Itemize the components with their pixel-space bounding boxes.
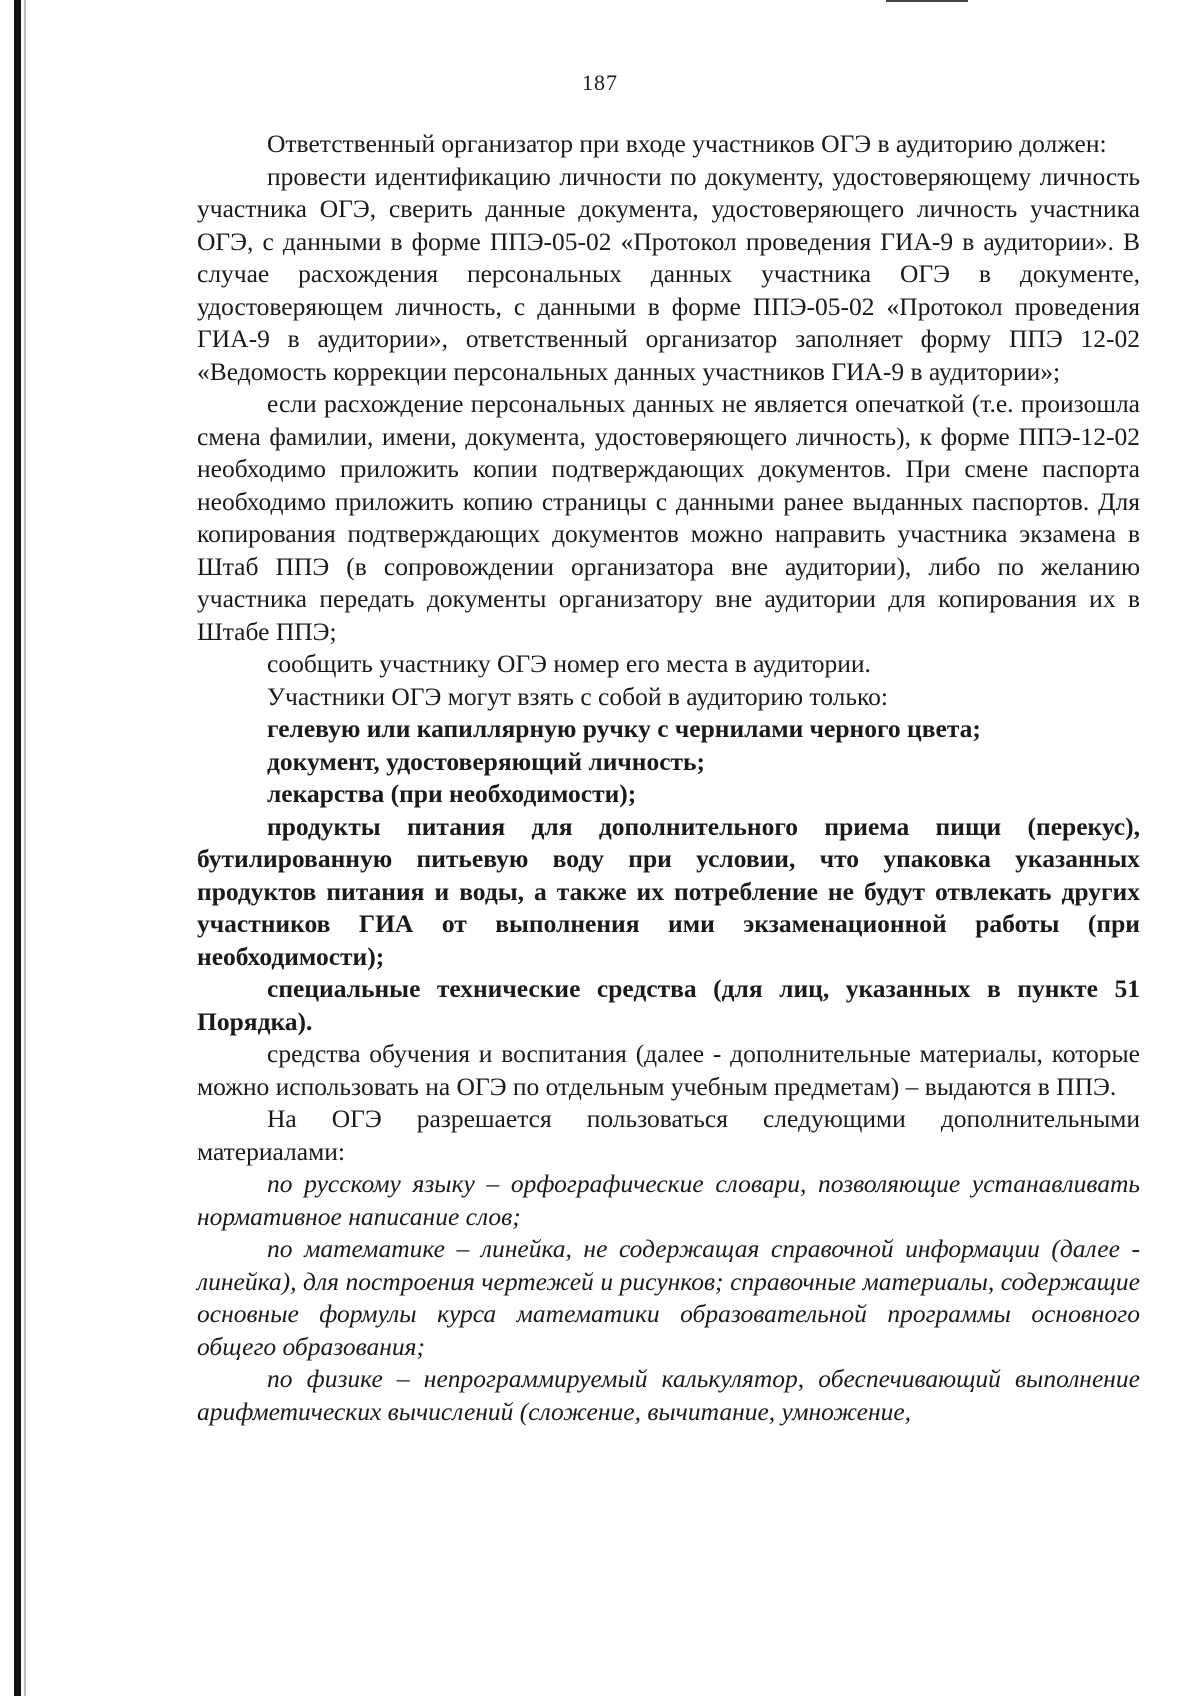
- document-body: [197, 128, 1140, 1428]
- list-item-special-devices: специальные технические средства (для лиц, указанных в пункте 51 Порядка).: [197, 974, 1140, 1036]
- list-item-russian-language: по русскому языку – орфографические словари, позволяющие устанавливать нормативное написание слов;: [197, 1169, 1140, 1231]
- page-number: 187: [582, 70, 618, 95]
- list-item-physics: по физике – непрограммируемый калькулятор, обеспечивающий выполнение арифметических вычислений (сложение, вычитание, умножение,: [197, 1364, 1140, 1426]
- paragraph-seat-number: сообщить участнику ОГЭ номер его места в аудитории.: [267, 649, 871, 678]
- paragraph-identification: провести идентификацию личности по документу, удостоверяющему личность участника ОГЭ, сверить данные документа, удостоверяющего личность участника ОГЭ, с данными в форме ППЭ-05-02 «Протокол проведения ГИА-9 в аудитории». В случае расхождения персональных данных участника ОГЭ в документе, удостоверяющем личность, с данными в форме ППЭ-05-02 «Протокол проведения ГИА-9 в аудитории», ответственный организатор заполняет форму ППЭ 12-02 «Ведомость коррекции персональных данных участников ГИА-9 в аудитории»;: [197, 161, 1140, 386]
- list-item-id-document: документ, удостоверяющий личность;: [267, 746, 706, 776]
- top-rule: [886, 0, 968, 2]
- list-item-medicine: лекарства (при необходимости);: [267, 779, 637, 808]
- paragraph-allowed-items-intro: Участники ОГЭ могут взять с собой в аудиторию только:: [267, 681, 888, 711]
- list-item-mathematics: по математике – линейка, не содержащая справочной информации (далее - линейка), для построения чертежей и рисунков; справочные материалы, содержащие основные формулы курса математики образовательной программы основного общего образования;: [197, 1234, 1140, 1361]
- list-item-food-water: продукты питания для дополнительного приема пищи (перекус), бутилированную питьевую воду при условии, что упаковка указанных продуктов питания и воды, а также их потребление не будут отвлекать других участников ГИА от выполнения ими экзаменационной работы (при необходимости);: [197, 811, 1140, 971]
- paragraph-data-discrepancy: если расхождение персональных данных не является опечаткой (т.е. произошла смена фамилии, имени, документа, удостоверяющего личность), к форме ППЭ-12-02 необходимо приложить копии подтверждающих документов. При смене паспорта необходимо приложить копию страницы с данными ранее выданных паспортов. Для копирования подтверждающих документов можно направить участника экзамена в Штаб ППЭ (в сопровождении организатора вне аудитории), либо по желанию участника передать документы организатору вне аудитории для копирования их в Штабе ППЭ;: [197, 389, 1140, 646]
- scan-left-edge-shadow: [24, 0, 26, 1696]
- paragraph-additional-materials: средства обучения и воспитания (далее - дополнительные материалы, которые можно использовать на ОГЭ по отдельным учебным предметам) – выдаются в ППЭ.: [197, 1039, 1140, 1101]
- paragraph-materials-intro: На ОГЭ разрешается пользоваться следующими дополнительными материалами:: [197, 1104, 1140, 1166]
- list-item-pen: гелевую или капиллярную ручку с чернилами черного цвета;: [267, 714, 981, 743]
- scan-left-edge: [14, 0, 21, 1696]
- paragraph-organizer-duties: Ответственный организатор при входе участников ОГЭ в аудиторию должен:: [267, 129, 1107, 158]
